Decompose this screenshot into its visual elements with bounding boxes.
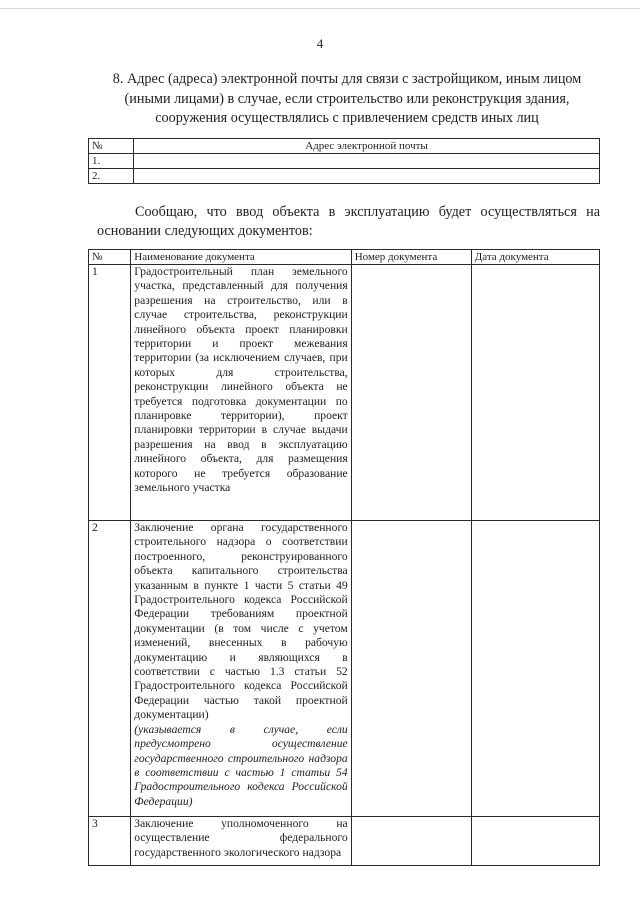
section-8-heading: 8. Адрес (адреса) электронной почты для связи с застройщиком, иным лицом (иными лицами) в случае, если строительство или реконструкция здания, сооружения осуществлялись с привлечением средств иных лиц <box>112 71 582 126</box>
documents-row <box>89 265 600 521</box>
email-row-num: 2. <box>89 169 134 184</box>
doc-row-num: 1 <box>89 265 131 521</box>
email-table <box>88 138 600 184</box>
doc-row-number[interactable] <box>351 521 471 817</box>
doc-name-note: (указывается в случае, если предусмотрено осуществление государственного строительного надзора в соответствии с частью 1 статьи 54 Градостроительного кодекса Российской Федерации) <box>134 722 348 808</box>
email-row-address[interactable] <box>134 154 600 169</box>
page-number: 4 <box>316 36 324 51</box>
doc-row-date[interactable] <box>471 265 599 521</box>
email-table-row <box>89 154 600 169</box>
docs-col-number-header: Номер документа <box>351 250 471 265</box>
email-col-num-header: № <box>89 139 134 154</box>
doc-row-number[interactable] <box>351 265 471 521</box>
email-table-row <box>89 169 600 184</box>
statement-paragraph: Сообщаю, что ввод объекта в эксплуатацию будет осуществляться на основании следующих документов: <box>97 204 600 239</box>
doc-row-number[interactable] <box>351 817 471 866</box>
doc-name-text: Заключение органа государственного строительного надзора о соответствии построенного, реконструированного объекта капитального строительства указанным в пункте 1 части 5 статьи 49 Градостроительного кодекса Российской Федерации требованиям проектной документации (в том числе с учетом изменений, внесенных в рабочую документацию и являющихся в соответствии с частью 1.3 статьи 52 Градостроительного кодекса Российской Федерации частью такой проектной документации) <box>134 521 348 722</box>
doc-row-name <box>131 265 351 521</box>
doc-row-name <box>131 521 351 817</box>
documents-table <box>88 249 600 866</box>
email-table-header-row <box>89 139 600 154</box>
doc-row-date[interactable] <box>471 817 599 866</box>
docs-col-name-header: Наименование документа <box>131 250 351 265</box>
docs-col-num-header: № <box>89 250 131 265</box>
documents-row <box>89 521 600 817</box>
doc-row-num: 2 <box>89 521 131 817</box>
email-row-address[interactable] <box>134 169 600 184</box>
scan-edge-line <box>0 8 640 9</box>
doc-row-name <box>131 817 351 866</box>
email-col-address-header: Адрес электронной почты <box>134 139 600 154</box>
email-row-num: 1. <box>89 154 134 169</box>
documents-row <box>89 817 600 866</box>
doc-name-text: Градостроительный план земельного участка, представленный для получения разрешения на строительство, или в случае строительства, реконструкции линейного объекта проект планировки территории и проект межевания территории (за исключением случаев, при которых для строительства, реконструкции линейного объекта не требуется подготовка документации по планировке территории), проект планировки территории в случае выдачи разрешения на ввод в эксплуатацию линейного объекта, для размещения которого не требуется образование земельного участка <box>134 265 348 495</box>
docs-col-date-header: Дата документа <box>471 250 599 265</box>
documents-header-row <box>89 250 600 265</box>
doc-name-text: Заключение уполномоченного на осуществление федерального государственного экологического надзора <box>134 817 348 859</box>
doc-row-date[interactable] <box>471 521 599 817</box>
doc-row-num: 3 <box>89 817 131 866</box>
